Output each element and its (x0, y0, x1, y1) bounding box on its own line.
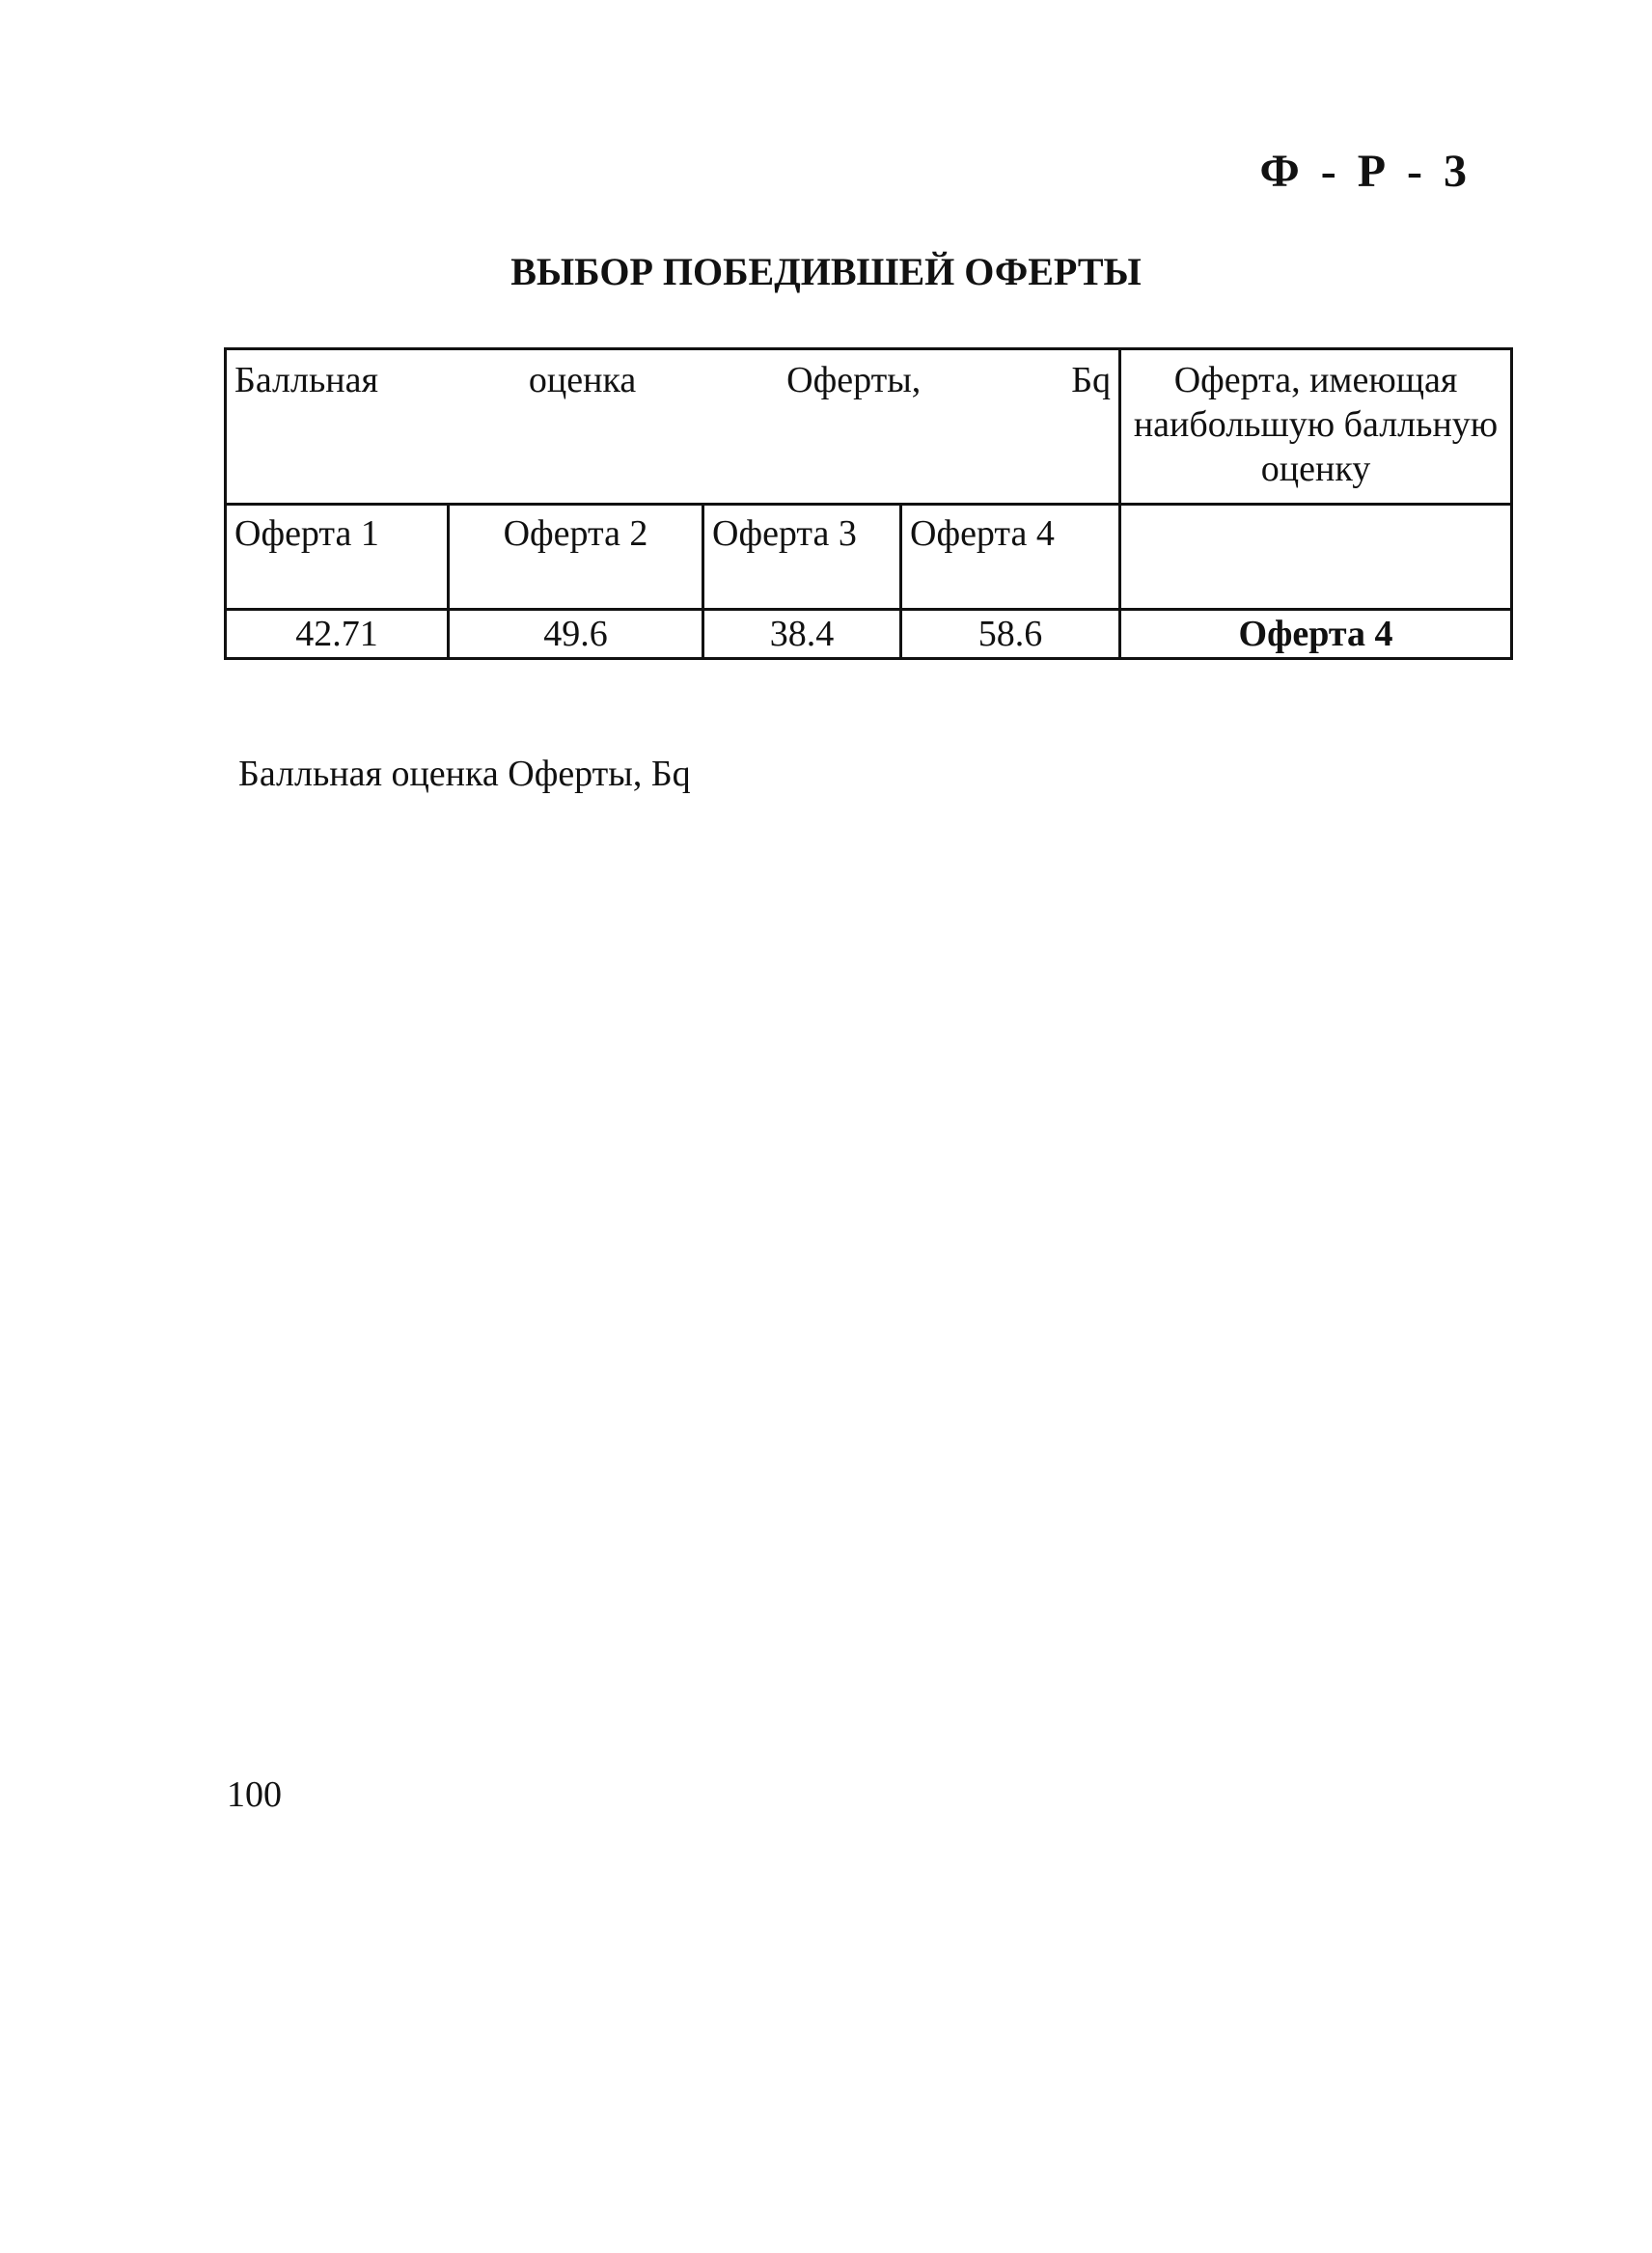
offer-3-label: Оферта 3 (703, 505, 901, 610)
table-header-row (226, 349, 1512, 505)
winning-offer-value: Оферта 4 (1120, 610, 1512, 659)
offer-1-score: 42.71 (226, 610, 449, 659)
score-group-header: Балльная оценка Оферты, Бq (226, 349, 1120, 505)
form-code: Ф - Р - 3 (1259, 146, 1469, 197)
score-caption: Балльная оценка Оферты, Бq (238, 754, 691, 794)
offer-3-score: 38.4 (703, 610, 901, 659)
offer-2-label: Оферта 2 (449, 505, 703, 610)
page-number: 100 (227, 1774, 282, 1815)
document-title: ВЫБОР ПОБЕДИВШЕЙ ОФЕРТЫ (510, 250, 1142, 293)
offer-names-row (226, 505, 1512, 610)
scores-row (226, 610, 1512, 659)
offer-4-score: 58.6 (901, 610, 1120, 659)
winning-offer-table (224, 347, 1513, 660)
offer-4-label: Оферта 4 (901, 505, 1120, 610)
offer-2-score: 49.6 (449, 610, 703, 659)
offer-1-label: Оферта 1 (226, 505, 449, 610)
empty-winner-cell (1120, 505, 1512, 610)
winner-column-header: Оферта, имеющая наибольшую балльную оценку (1120, 349, 1512, 505)
